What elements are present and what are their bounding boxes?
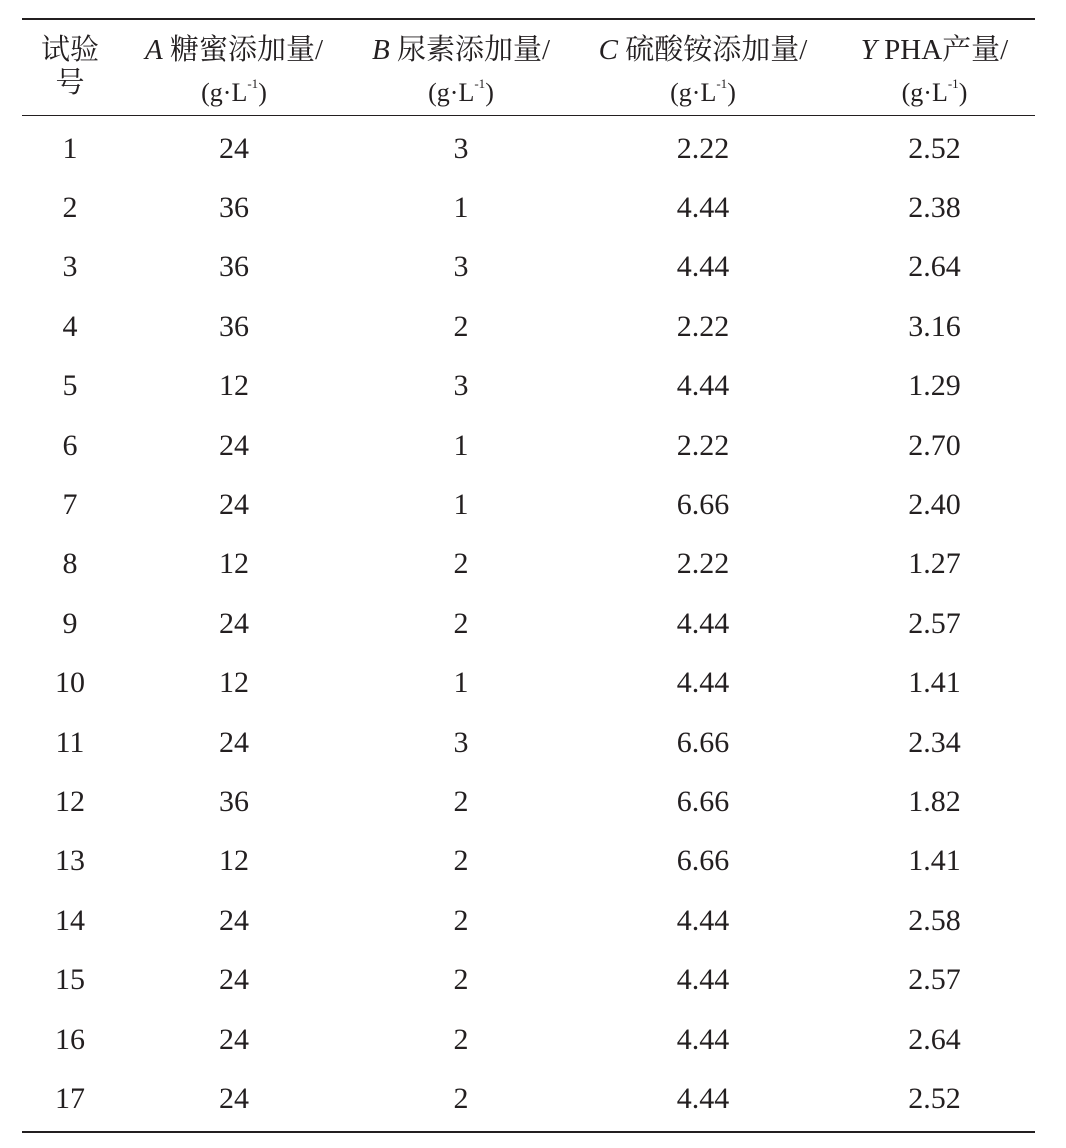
table-row — [22, 416, 1035, 475]
cell-trial-no: 12 — [55, 784, 85, 818]
table-row — [22, 1069, 1035, 1128]
cell-molasses: 36 — [219, 250, 249, 284]
cell-urea: 3 — [453, 369, 469, 403]
cell-trial-no: 17 — [55, 1081, 85, 1115]
cell-ammonium-sulfate: 4.44 — [676, 191, 730, 225]
cell-molasses: 36 — [219, 784, 249, 818]
header-molasses: A 糖蜜添加量/ $(g\cdot L^{-1})$ — [144, 34, 324, 107]
cell-molasses: 24 — [219, 1022, 249, 1056]
cell-trial-no: 7 — [62, 488, 78, 522]
cell-ammonium-sulfate: 4.44 — [676, 903, 730, 937]
bottom-rule — [22, 1131, 1035, 1133]
table-row — [22, 772, 1035, 831]
cell-molasses: 12 — [219, 369, 249, 403]
cell-trial-no: 11 — [55, 725, 85, 759]
cell-ammonium-sulfate: 2.22 — [676, 547, 730, 581]
cell-ammonium-sulfate: 2.22 — [676, 309, 730, 343]
cell-urea: 1 — [453, 428, 469, 462]
cell-trial-no: 10 — [55, 666, 85, 700]
cell-molasses: 24 — [219, 903, 249, 937]
cell-molasses: 12 — [219, 547, 249, 581]
cell-urea: 1 — [453, 666, 469, 700]
cell-urea: 2 — [453, 1081, 469, 1115]
cell-urea: 2 — [453, 903, 469, 937]
cell-molasses: 36 — [219, 191, 249, 225]
cell-ammonium-sulfate: 6.66 — [676, 488, 730, 522]
cell-ammonium-sulfate: 6.66 — [676, 844, 730, 878]
cell-urea: 1 — [453, 191, 469, 225]
cell-pha-yield: 2.57 — [908, 963, 961, 997]
cell-trial-no: 13 — [55, 844, 85, 878]
cell-ammonium-sulfate: 2.22 — [676, 428, 730, 462]
cell-pha-yield: 2.64 — [908, 250, 961, 284]
cell-urea: 2 — [453, 606, 469, 640]
cell-trial-no: 1 — [62, 131, 78, 165]
cell-trial-no: 3 — [62, 250, 78, 284]
table-row — [22, 119, 1035, 178]
cell-ammonium-sulfate: 6.66 — [676, 784, 730, 818]
cell-urea: 2 — [453, 309, 469, 343]
cell-molasses: 12 — [219, 844, 249, 878]
table-row — [22, 357, 1035, 416]
header-trial-no: 试验 号 — [40, 34, 99, 99]
table-body — [22, 116, 1035, 1129]
cell-molasses: 36 — [219, 309, 249, 343]
cell-ammonium-sulfate: 4.44 — [676, 1022, 730, 1056]
cell-trial-no: 14 — [55, 903, 85, 937]
cell-urea: 3 — [453, 131, 469, 165]
cell-pha-yield: 2.40 — [908, 488, 961, 522]
table-header — [22, 20, 1035, 115]
table-row — [22, 594, 1035, 653]
header-ammonium-sulfate: C 硫酸铵添加量/ $(g\cdot L^{-1})$ — [598, 34, 808, 107]
cell-pha-yield: 1.41 — [908, 844, 961, 878]
cell-pha-yield: 2.52 — [908, 131, 961, 165]
table-row — [22, 891, 1035, 950]
cell-ammonium-sulfate: 4.44 — [676, 1081, 730, 1115]
cell-trial-no: 4 — [62, 309, 78, 343]
table-row — [22, 832, 1035, 891]
cell-molasses: 24 — [219, 725, 249, 759]
cell-trial-no: 2 — [62, 191, 78, 225]
cell-pha-yield: 2.34 — [908, 725, 961, 759]
cell-pha-yield: 2.38 — [908, 191, 961, 225]
cell-ammonium-sulfate: 6.66 — [676, 725, 730, 759]
cell-pha-yield: 1.29 — [908, 369, 961, 403]
cell-molasses: 24 — [219, 428, 249, 462]
table-row — [22, 654, 1035, 713]
cell-urea: 2 — [453, 844, 469, 878]
cell-ammonium-sulfate: 4.44 — [676, 606, 730, 640]
cell-molasses: 12 — [219, 666, 249, 700]
cell-trial-no: 9 — [62, 606, 78, 640]
cell-molasses: 24 — [219, 963, 249, 997]
header-pha-yield: Y PHA产量/ $(g\cdot L^{-1})$ — [860, 34, 1009, 107]
cell-ammonium-sulfate: 2.22 — [676, 131, 730, 165]
cell-molasses: 24 — [219, 131, 249, 165]
table-row — [22, 178, 1035, 237]
cell-trial-no: 5 — [62, 369, 78, 403]
cell-ammonium-sulfate: 4.44 — [676, 250, 730, 284]
cell-pha-yield: 1.27 — [908, 547, 961, 581]
cell-urea: 2 — [453, 547, 469, 581]
cell-molasses: 24 — [219, 1081, 249, 1115]
cell-pha-yield: 2.70 — [908, 428, 961, 462]
cell-urea: 2 — [453, 784, 469, 818]
cell-pha-yield: 2.52 — [908, 1081, 961, 1115]
cell-urea: 1 — [453, 488, 469, 522]
cell-urea: 2 — [453, 1022, 469, 1056]
table-row — [22, 297, 1035, 356]
cell-trial-no: 6 — [62, 428, 78, 462]
cell-molasses: 24 — [219, 488, 249, 522]
table-row — [22, 475, 1035, 534]
cell-ammonium-sulfate: 4.44 — [676, 963, 730, 997]
cell-urea: 3 — [453, 250, 469, 284]
cell-urea: 3 — [453, 725, 469, 759]
cell-pha-yield: 1.41 — [908, 666, 961, 700]
cell-ammonium-sulfate: 4.44 — [676, 666, 730, 700]
table-row — [22, 950, 1035, 1009]
cell-trial-no: 8 — [62, 547, 78, 581]
header-urea: B 尿素添加量/ $(g\cdot L^{-1})$ — [371, 34, 551, 107]
table-row — [22, 1010, 1035, 1069]
table-row — [22, 535, 1035, 594]
data-table — [22, 18, 1035, 1133]
cell-trial-no: 16 — [55, 1022, 85, 1056]
cell-pha-yield: 3.16 — [908, 309, 961, 343]
cell-pha-yield: 2.58 — [908, 903, 961, 937]
table-row — [22, 238, 1035, 297]
cell-urea: 2 — [453, 963, 469, 997]
cell-pha-yield: 2.57 — [908, 606, 961, 640]
cell-molasses: 24 — [219, 606, 249, 640]
cell-ammonium-sulfate: 4.44 — [676, 369, 730, 403]
cell-pha-yield: 1.82 — [908, 784, 961, 818]
table-row — [22, 713, 1035, 772]
cell-trial-no: 15 — [55, 963, 85, 997]
cell-pha-yield: 2.64 — [908, 1022, 961, 1056]
